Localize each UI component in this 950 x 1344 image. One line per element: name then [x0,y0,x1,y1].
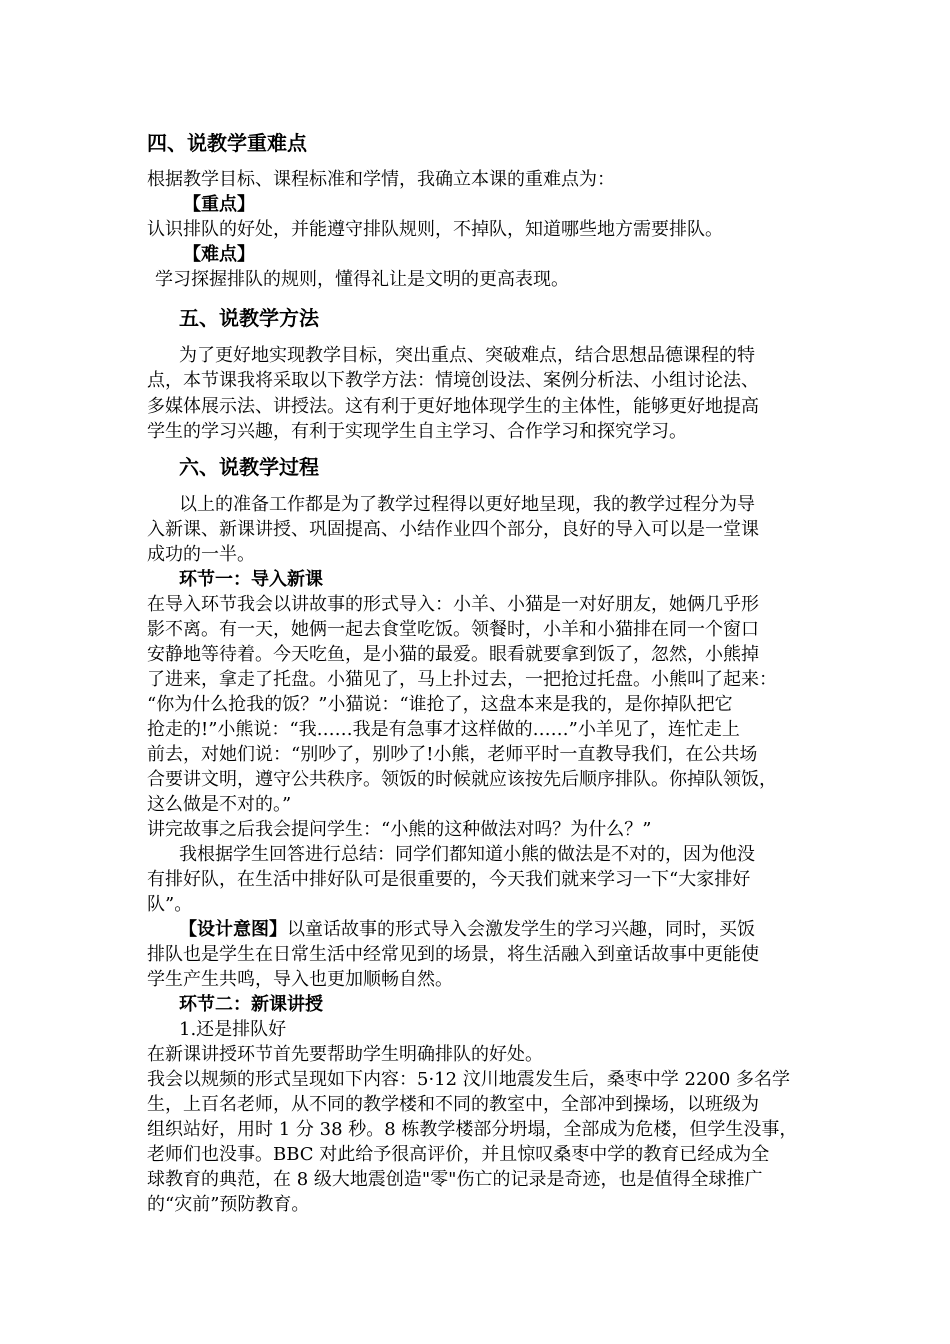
video-content-line: 我会以规频的形式呈现如下内容：5·12 汶川地震发生后，桑枣中学 2200 多名学 [147,1069,791,1090]
video-content-line: 的“灾前”预防教育。 [147,1194,310,1215]
difficulty-label: 【难点】 [183,244,255,265]
story-line: 在导入环节我会以讲故事的形式导入：小羊、小猫是一对好朋友，她俩几乎形 [147,594,759,615]
question-line: 讲完故事之后我会提问学生：“小熊的这种做法对吗？为什么？” [147,819,652,840]
story-line: 合要讲文明，遵守公共秩序。领饭的时候就应该按先后顺序排队。你掉队领饭， [147,769,777,790]
section-6-intro-line: 入新课、新课讲授、巩固提高、小结作业四个部分，良好的导入可以是一堂课 [147,519,759,540]
video-content-line: 老师们也没事。BBC 对此给予很高评价，并且惊叹桑枣中学的教育已经成为全 [147,1144,770,1165]
video-content-line: 组织站好，用时 1 分 38 秒。8 栋教学楼部分坍塌，全部成为危楼，但学生没事， [147,1119,798,1140]
design-intent-line: 学生产生共鸣，导入也更加顺畅自然。 [147,969,453,990]
difficulty-text: 学习探握排队的规则，懂得礼让是文明的更高表现。 [155,269,569,290]
section-5-line: 多媒体展示法、讲授法。这有利于更好地体现学生的主体性，能够更好地提高 [147,396,759,417]
section-6-heading: 六、说教学过程 [179,455,319,479]
story-line: 安静地等待着。今天吃鱼，是小猫的最爱。眼看就要拿到饭了，忽然，小熊掉 [147,644,759,665]
story-line: 影不离。有一天，她俩一起去食堂吃饭。领餐时，小羊和小猫排在同一个窗口 [147,619,759,640]
subsection-1-intro: 在新课讲授环节首先要帮助学生明确排队的好处。 [147,1044,543,1065]
story-line: 前去，对她们说：“别吵了，别吵了!小熊，老师平时一直教导我们，在公共场 [147,744,758,765]
summary-line: 我根据学生回答进行总结：同学们都知道小熊的做法是不对的，因为他没 [179,844,755,865]
summary-line: 有排好队，在生活中排好队可是很重要的，今天我们就来学习一下“大家排好 [147,869,751,890]
video-content-line: 生，上百名老师，从不同的教学楼和不同的教室中，全部冲到操场，以班级为 [147,1094,759,1115]
story-line: 了进来，拿走了托盘。小猫见了，马上扑过去，一把抢过托盘。小熊叫了起来： [147,669,777,690]
key-point-label: 【重点】 [183,194,255,215]
design-intent-line [179,917,755,943]
section-4-intro: 根据教学目标、课程标准和学情，我确立本课的重难点为： [147,169,615,190]
story-line: 抢走的!”小熊说：“我……我是有急事才这样做的……”小羊见了，连忙走上 [147,719,740,740]
section-4-heading: 四、说教学重难点 [147,131,307,155]
story-line: 这么做是不对的。” [147,794,292,815]
section-5-line: 学生的学习兴趣，有利于实现学生自主学习、合作学习和探究学习。 [147,421,687,442]
subsection-1-title: 1.还是排队好 [179,1019,287,1040]
step-1-title: 环节一：导入新课 [179,569,323,590]
section-5-heading: 五、说教学方法 [179,306,319,330]
section-6-intro-line: 以上的准备工作都是为了教学过程得以更好地呈现，我的教学过程分为导 [179,494,755,515]
section-6-intro-line: 成功的一半。 [147,544,255,565]
design-intent-text: 以童话故事的形式导入会激发学生的学习兴趣，同时，买饭 [287,919,755,940]
key-point-text: 认识排队的好处，并能遵守排队规则，不掉队，知道哪些地方需要排队。 [147,219,723,240]
story-line: “你为什么抢我的饭？”小猫说：“谁抢了，这盘本来是我的，是你掉队把它 [147,694,733,715]
section-5-line: 为了更好地实现教学目标，突出重点、突破难点，结合思想品德课程的特 [179,345,755,366]
step-2-title: 环节二：新课讲授 [179,994,323,1015]
section-5-line: 点，本节课我将采取以下教学方法：情境创设法、案例分析法、小组讨论法、 [147,370,759,391]
video-content-line: 球教育的典范，在 8 级大地震创造"零"伤亡的记录是奇迹，也是值得全球推广 [147,1169,763,1190]
summary-line: 队”。 [147,894,193,915]
design-intent-label: 【设计意图】 [179,919,287,940]
design-intent-line: 排队也是学生在日常生活中经常见到的场景，将生活融入到童话故事中更能使 [147,944,759,965]
